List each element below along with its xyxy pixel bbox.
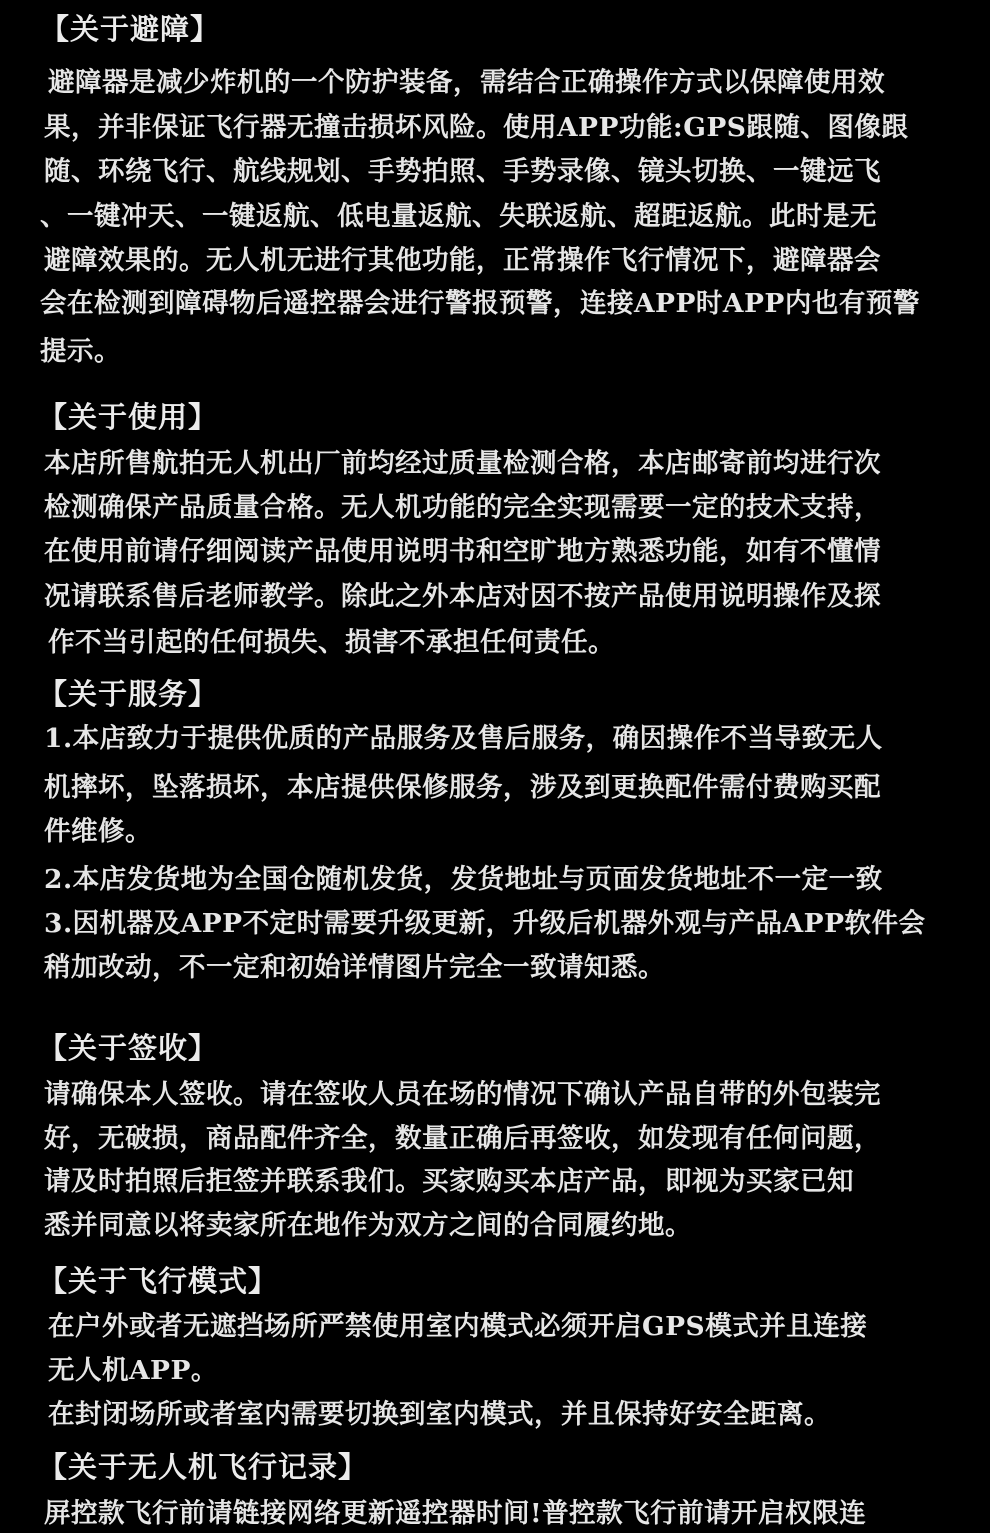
service-line: 3.因机器及APP不定时需要升级更新，升级后机器外观与产品APP软件会 bbox=[44, 908, 926, 939]
obstacle-heading: 【关于避障】 bbox=[40, 12, 221, 46]
service-heading: 【关于服务】 bbox=[38, 677, 219, 711]
obstacle-line: 随、环绕飞行、航线规划、手势拍照、手势录像、镜头切换、一键远飞 bbox=[44, 156, 881, 187]
usage-heading: 【关于使用】 bbox=[38, 400, 219, 434]
flight-mode-line: 在封闭场所或者室内需要切换到室内模式，并且保持好安全距离。 bbox=[48, 1399, 831, 1430]
usage-line: 检测确保产品质量合格。无人机功能的完全实现需要一定的技术支持， bbox=[44, 492, 881, 523]
signing-line: 请及时拍照后拒签并联系我们。买家购买本店产品，即视为买家已知 bbox=[44, 1166, 854, 1197]
flight-mode-heading: 【关于飞行模式】 bbox=[38, 1264, 279, 1298]
service-line: 1.本店致力于提供优质的产品服务及售后服务，确因操作不当导致无人 bbox=[44, 723, 883, 754]
obstacle-line: 果，并非保证飞行器无撞击损坏风险。使用APP功能:GPS跟随、图像跟 bbox=[44, 112, 909, 143]
usage-line: 本店所售航拍无人机出厂前均经过质量检测合格，本店邮寄前均进行次 bbox=[44, 448, 881, 479]
signing-heading: 【关于签收】 bbox=[38, 1031, 219, 1065]
signing-line: 请确保本人签收。请在签收人员在场的情况下确认产品自带的外包装完 bbox=[44, 1079, 881, 1110]
obstacle-line: 提示。 bbox=[40, 336, 121, 367]
flight-record-heading: 【关于无人机飞行记录】 bbox=[38, 1450, 369, 1484]
obstacle-line: 避障效果的。无人机无进行其他功能，正常操作飞行情况下，避障器会 bbox=[44, 245, 881, 276]
obstacle-line: 会在检测到障碍物后遥控器会进行警报预警，连接APP时APP内也有预警 bbox=[40, 288, 920, 319]
service-line: 2.本店发货地为全国仓随机发货，发货地址与页面发货地址不一定一致 bbox=[44, 864, 883, 895]
obstacle-line: 避障器是减少炸机的一个防护装备，需结合正确操作方式以保障使用效 bbox=[48, 67, 885, 98]
signing-line: 好，无破损，商品配件齐全，数量正确后再签收，如发现有任何问题， bbox=[44, 1123, 881, 1154]
flight-record-line: 屏控款飞行前请链接网络更新遥控器时间!普控款飞行前请开启权限连 bbox=[44, 1498, 867, 1529]
obstacle-clipped-line-wrapper bbox=[40, 335, 240, 367]
service-line: 件维修。 bbox=[44, 816, 152, 847]
flight-mode-line: 在户外或者无遮挡场所严禁使用室内模式必须开启GPS模式并且连接 bbox=[48, 1311, 868, 1342]
service-line: 稍加改动，不一定和初始详情图片完全一致请知悉。 bbox=[44, 952, 665, 983]
usage-line: 在使用前请仔细阅读产品使用说明书和空旷地方熟悉功能，如有不懂情 bbox=[44, 536, 881, 567]
service-line: 机摔坏，坠落损坏，本店提供保修服务，涉及到更换配件需付费购买配 bbox=[44, 772, 881, 803]
obstacle-line: 、一键冲天、一键返航、低电量返航、失联返航、超距返航。此时是无 bbox=[40, 201, 877, 232]
usage-line: 况请联系售后老师教学。除此之外本店对因不按产品使用说明操作及探 bbox=[44, 581, 881, 612]
usage-line: 作不当引起的任何损失、损害不承担任何责任。 bbox=[48, 627, 615, 658]
signing-line: 悉并同意以将卖家所在地作为双方之间的合同履约地。 bbox=[44, 1210, 692, 1241]
flight-mode-line: 无人机APP。 bbox=[48, 1355, 218, 1386]
